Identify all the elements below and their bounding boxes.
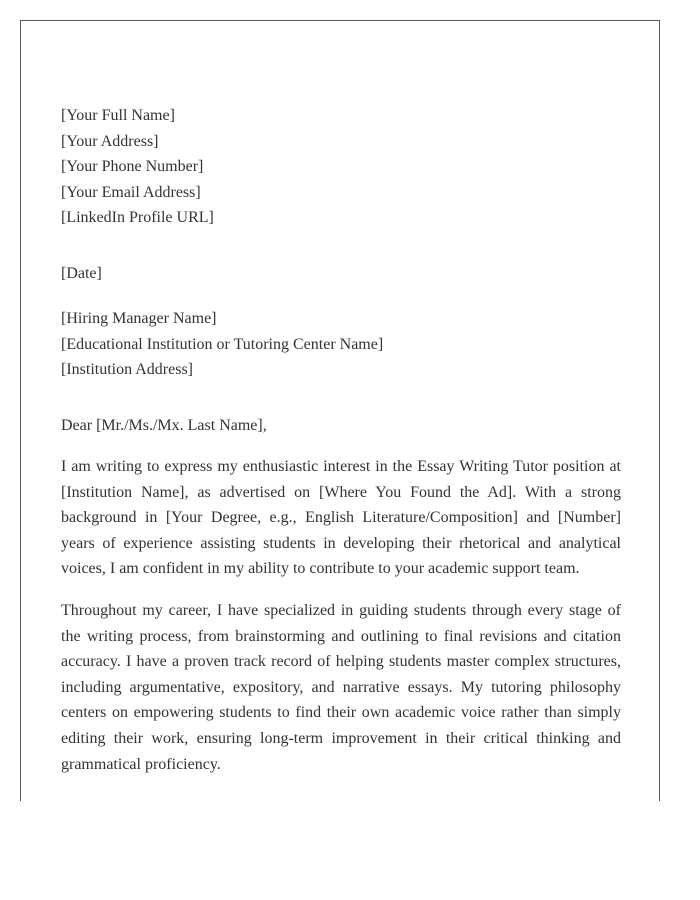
recipient-block — [61, 306, 621, 383]
letter-content — [61, 103, 621, 793]
body-paragraph-1: I am writing to express my enthusiastic interest in the Essay Writing Tutor position at [Institution Name], as advertised on [Where You Found the Ad]. With a strong background in [Your Degree, e.g., English Literature/Composition] and [Number] years of experience assisting students in developing their rhetorical and analytical voices, I am confident in my ability to contribute to your academic support team. — [61, 458, 621, 578]
sender-name: [Your Full Name] — [61, 107, 175, 124]
recipient-address: [Institution Address] — [61, 361, 193, 378]
sender-phone: [Your Phone Number] — [61, 158, 204, 175]
sender-email: [Your Email Address] — [61, 183, 201, 201]
letter-date: [Date] — [61, 264, 102, 282]
salutation-block — [61, 413, 621, 439]
letter-page — [20, 20, 660, 801]
recipient-institution: [Educational Institution or Tutoring Center Name] — [61, 335, 384, 353]
date-block — [61, 261, 621, 287]
sender-address: [Your Address] — [61, 132, 159, 150]
recipient-manager: [Hiring Manager Name] — [61, 310, 217, 327]
salutation: Dear [Mr./Ms./Mx. Last Name], — [61, 416, 267, 434]
body-paragraph-2: Throughout my career, I have specialized in guiding students through every stage of the writing process, from brainstorming and outlining to final revisions and citation accuracy. I have a proven track record of helping students master complex structures, including argumentative, expository, and narrative essays. My tutoring philosophy centers on empowering students to find their own academic voice rather than simply editing their work, ensuring long-term improvement in their critical thinking and grammatical proficiency. — [61, 601, 621, 773]
sender-linkedin: [LinkedIn Profile URL] — [61, 209, 214, 226]
sender-block — [61, 103, 621, 231]
